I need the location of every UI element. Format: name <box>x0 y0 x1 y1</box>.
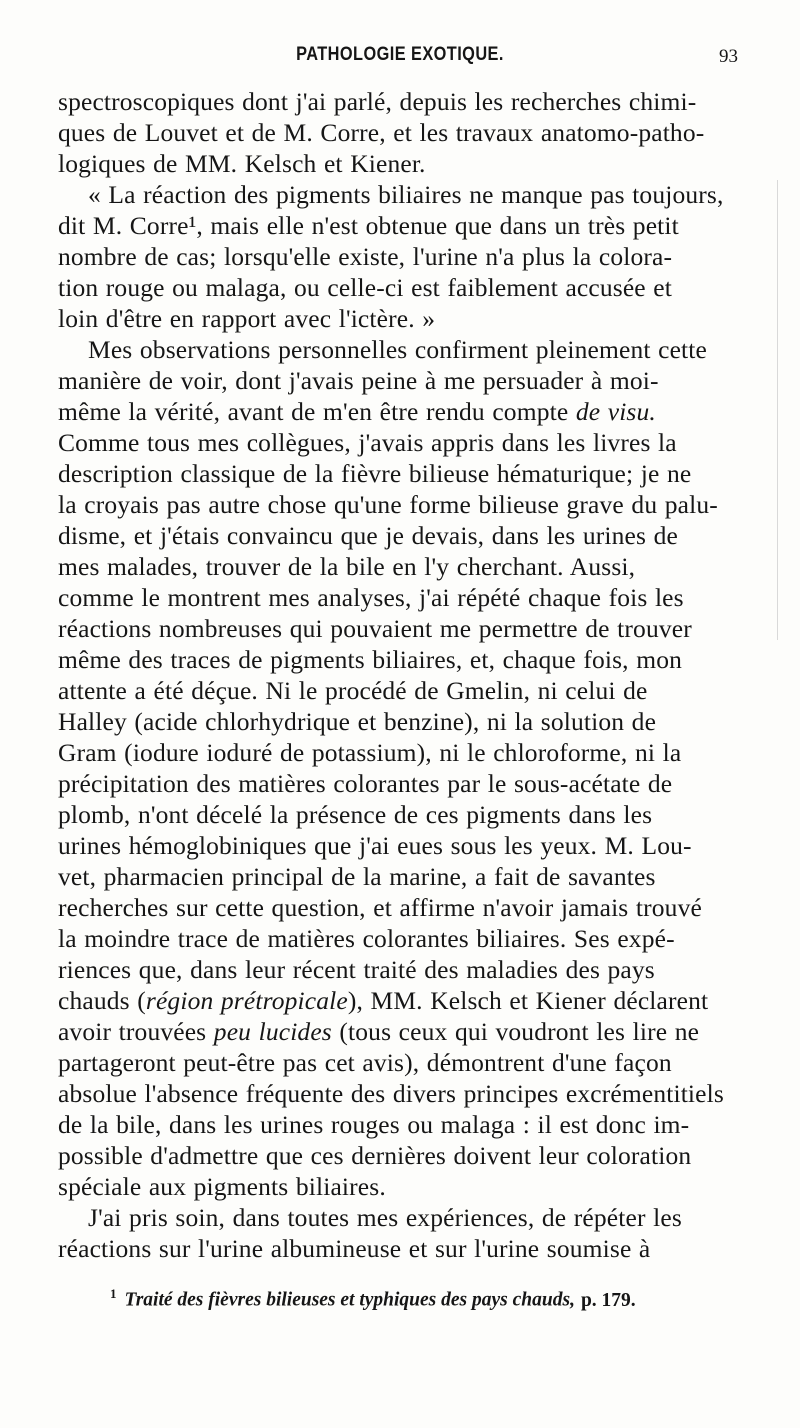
text-line: Comme tous mes collègues, j'avais appris dans les livres la <box>58 428 677 457</box>
text-run: même la vérité, avant de m'en être rendu compte <box>58 397 569 426</box>
text-line: recherches sur cette question, et affirme n'avoir jamais trouvé <box>58 893 702 922</box>
text-line: J'ai pris soin, dans toutes mes expériences, de répéter les <box>88 1203 682 1232</box>
text-line: Halley (acide chlorhydrique et benzine), ni la solution de <box>58 707 657 736</box>
italic-phrase: région prétropicale <box>145 986 348 1015</box>
text-line: spéciale aux pigments biliaires. <box>58 1172 386 1201</box>
text-line <box>58 396 742 427</box>
footnote-title: Traité des fièvres bilieuses et typhiques des pays chauds, <box>124 1289 575 1311</box>
text-line: même des traces de pigments biliaires, et, chaque fois, mon <box>58 645 682 674</box>
text-run: (tous ceux qui voudront les lire ne <box>339 1017 700 1046</box>
text-line: réactions sur l'urine albumineuse et sur l'urine soumise à <box>58 1234 651 1263</box>
text-line: réactions nombreuses qui pouvaient me permettre de trouver <box>58 614 692 643</box>
text-line: comme le montrent mes analyses, j'ai répété chaque fois les <box>58 583 684 612</box>
text-line: logiques de MM. Kelsch et Kiener. <box>58 149 426 178</box>
text-line: précipitation des matières colorantes par le sous-acétate de <box>58 769 673 798</box>
text-line: de la bile, dans les urines rouges ou malaga : il est donc im- <box>58 1110 690 1139</box>
text-line: ques de Louvet et de M. Corre, et les travaux anatomo-patho- <box>58 118 705 147</box>
text-line: possible d'admettre que ces dernières doivent leur coloration <box>58 1141 692 1170</box>
running-title: PATHOLOGIE EXOTIQUE. <box>296 44 504 65</box>
text-line <box>58 1016 742 1047</box>
text-line: plomb, n'ont décelé la présence de ces pigments dans les <box>58 800 653 829</box>
text-line: tion rouge ou malaga, ou celle-ci est faiblement accusée et <box>58 273 672 302</box>
text-line: spectroscopiques dont j'ai parlé, depuis les recherches chimi- <box>58 87 697 116</box>
footnote-marker: 1 <box>110 1286 117 1301</box>
body-text <box>58 86 742 1264</box>
text-line: nombre de cas; lorsqu'elle existe, l'urine n'a plus la colora- <box>58 242 673 271</box>
text-run: avoir trouvées <box>58 1017 207 1046</box>
text-line: la moindre trace de matières colorantes biliaires. Ses expé- <box>58 924 675 953</box>
text-line: dit M. Corre¹, mais elle n'est obtenue que dans un très petit <box>58 211 679 240</box>
italic-phrase: de visu. <box>575 397 656 426</box>
text-line: Mes observations personnelles confirment pleinement cette <box>88 335 707 364</box>
text-line: disme, et j'étais convaincu que je devais, dans les urines de <box>58 521 678 550</box>
page-header <box>60 44 740 74</box>
footnote <box>110 1286 636 1312</box>
text-line: mes malades, trouver de la bile en l'y cherchant. Aussi, <box>58 552 636 581</box>
text-run: ), MM. Kelsch et Kiener déclarent <box>347 986 709 1015</box>
text-line: partageront peut-être pas cet avis), démontrent d'une façon <box>58 1048 672 1077</box>
text-line: description classique de la fièvre bilieuse hématurique; je ne <box>58 459 692 488</box>
text-line: riences que, dans leur récent traité des maladies des pays <box>58 955 655 984</box>
text-line <box>58 985 742 1016</box>
text-line: « La réaction des pigments biliaires ne manque pas toujours, <box>88 180 724 209</box>
text-run: chauds ( <box>58 986 146 1015</box>
text-line: vet, pharmacien principal de la marine, a fait de savantes <box>58 862 656 891</box>
footnote-page-ref: p. 179. <box>580 1289 636 1311</box>
text-line: urines hémoglobiniques que j'ai eues sous les yeux. M. Lou- <box>58 831 692 860</box>
text-line: manière de voir, dont j'avais peine à me persuader à moi- <box>58 366 659 395</box>
text-line: absolue l'absence fréquente des divers principes excrémentitiels <box>58 1079 724 1108</box>
text-line: loin d'être en rapport avec l'ictère. » <box>58 304 436 333</box>
page-number: 93 <box>719 46 738 67</box>
text-line: attente a été déçue. Ni le procédé de Gmelin, ni celui de <box>58 676 648 705</box>
italic-phrase: peu lucides <box>213 1017 332 1046</box>
page-edge-shadow <box>771 180 778 640</box>
text-line: la croyais pas autre chose qu'une forme bilieuse grave du palu- <box>58 490 718 519</box>
text-line: Gram (iodure ioduré de potassium), ni le chloroforme, ni la <box>58 738 682 767</box>
